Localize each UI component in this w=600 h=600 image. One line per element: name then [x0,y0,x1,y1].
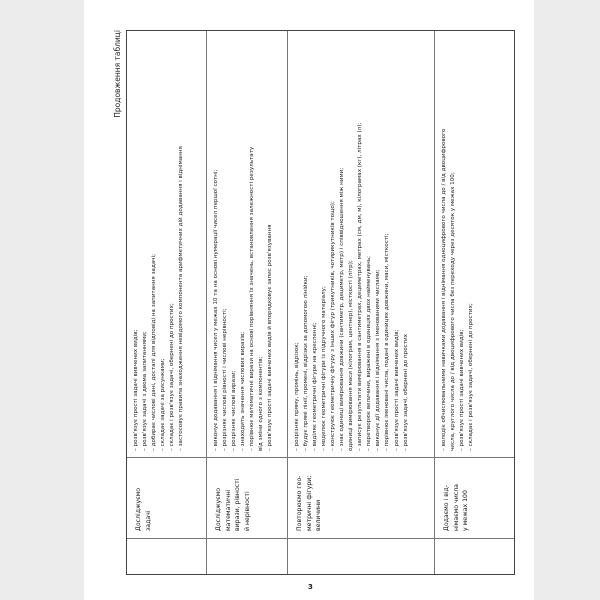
outcome-line: – розв'язує прості задачі вивчених видів; [459,329,466,451]
table-row [435,31,514,574]
outcome-line: – розв'язує прості задачі вивчених видів й впорядковує запис розв'язування [267,224,274,451]
outcome-line: – розрізняє числові рівності і числові нерівності; [222,308,229,451]
outcome-line: – розв'язує задачі з двома запитаннями; [142,331,149,451]
topic-cell [127,457,206,538]
rotated-table-region [112,30,515,575]
table-row [207,31,288,574]
outcome-line: – знає одиниці вимірювання довжини (сантиметр, дециметр, метр) і співвідношення між ними; [339,167,346,451]
outcome-line: – конструює геометричну фігуру з інших фігур (трикутників, чотирикутників тощо); [330,201,337,451]
outcome-line: одиниці вимірювання маси (кілограм, центнер), місткості (літр); [348,260,355,451]
table-row [127,31,207,574]
table-row [288,31,435,574]
empty-cell [127,538,206,574]
outcome-line: – виділяє геометричні фігури на кресленні; [312,322,319,451]
topic-cell [288,457,434,538]
outcome-line: – будує прямі лінії, промені, відрізки за допомогою лінійки; [303,275,310,451]
topic-title: Додаємо і від- німаємо числа у межах 100 [443,484,469,531]
topic-cell [207,457,287,538]
outcome-line: – розрізняє числові вирази; [231,370,238,451]
outcome-line: – виконує дії додавання і віднімання з іменованими числами; [375,269,382,451]
table-continuation-caption: Продовження таблиці [113,30,122,118]
outcome-line: – перетворює величини, виражені в одиницях двох найменувань; [366,255,373,451]
outcome-line: – складає і розв'язує задачі, обернені до простих; [468,303,475,451]
outcome-line: – знаходить значення числових виразів; [240,331,247,451]
outcome-line: – складає задачі за рисунками; [160,358,167,451]
page-number: 3 [308,583,313,591]
outcome-line: – розв'язує прості задачі вивчених видів; [393,329,400,451]
outcome-line: – розв'язує задачі, обернені до простих [402,334,409,451]
outcome-line: – порівнює математичні вирази на основі порівняння їх значень, встановлення залежності результату [249,146,256,451]
outcomes-list [127,31,186,457]
empty-cell [288,538,434,574]
outcome-line: – моделює геометричні фігури із підручного матеріалу; [321,286,328,451]
outcomes-cell [435,31,514,457]
outcome-line: – володіє обчислювальними навичками додавання і віднімання одноцифрового числа до / від двоцифрового [441,128,447,451]
outcomes-cell [127,31,206,457]
empty-cell [435,538,514,574]
outcome-line: – порівнює іменовані числа, подані в одиницях довжини, маси, місткості; [384,233,391,451]
outcome-line: – виконує додавання і віднімання чисел у межах 10 та на основі нумерації чисел першої сотні; [213,169,219,451]
outcome-line: від зміни одного з компонентів; [258,356,265,451]
outcome-line: – застосовує правила знаходження невідомого компонента арифметичних дій додавання і віднімання [178,146,185,451]
outcomes-list [207,31,275,457]
outcome-line: числа, круглого числа до / від двоцифрового числа без переходу через десяток у межах 100; [450,172,457,451]
outcome-line: – записує результати вимірювання в сантиметрах, дециметрах, метрах (см, дм, м), кілограмах (кг), літрах (л); [357,122,364,451]
outcomes-list [288,31,411,457]
topic-title: Повторюємо гео- метричні фігури; величини [296,475,322,531]
empty-cell [207,538,287,574]
outcomes-list [435,31,476,457]
outcomes-cell [288,31,434,457]
outcome-line: – розв'язує прості задачі вивчених видів; [133,329,139,451]
curriculum-table [126,30,515,575]
outcomes-cell [207,31,287,457]
outcome-line: – складає і розв'язує задачі, обернені до простих; [169,303,176,451]
outcome-line: – добирає числові дані, досталі для відповіді на запитання задачі; [151,253,158,451]
topic-title: Досліджуємо задачі [135,487,152,531]
topic-cell [435,457,514,538]
topic-title: Досліджуємо математичні вирази, рівності й нерівності [215,478,251,531]
outcome-line: – розрізняє пряму, промінь, відрізок; [294,342,300,451]
